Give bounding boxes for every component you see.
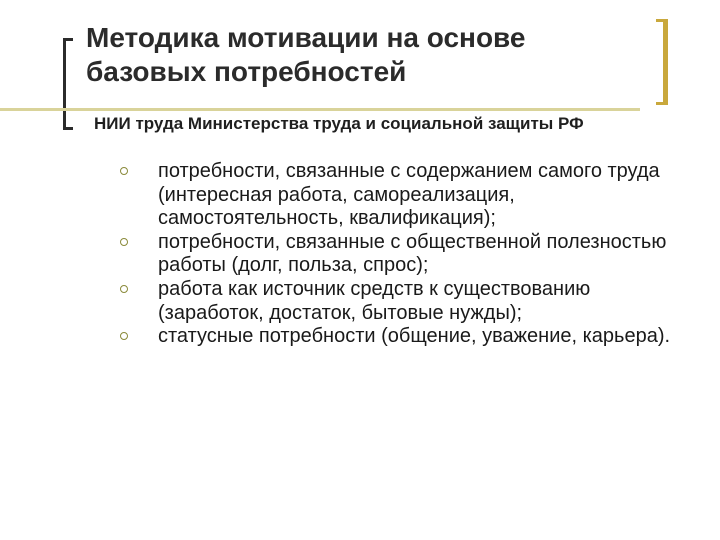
left-bracket-decoration [63, 38, 73, 130]
list-item [118, 160, 678, 231]
slide-title: Методика мотивации на основе базовых потребностей [86, 22, 526, 87]
list-item [118, 325, 678, 349]
needs-list [118, 160, 678, 349]
list-item-text: работа как источник средств к существованию (заработок, достаток, бытовые нужды); [158, 277, 591, 324]
list-item-text: потребности, связанные с содержанием самого труда (интересная работа, самореализация, самостоятельность, квалификация); [158, 160, 660, 230]
list-item [118, 231, 678, 278]
hollow-circle-icon [120, 332, 128, 340]
accent-line [0, 108, 640, 111]
slide-subtitle: НИИ труда Министерства труда и социальной защиты РФ [94, 114, 584, 133]
list-item-text: потребности, связанные с общественной полезностью работы (долг, польза, спрос); [158, 230, 667, 277]
hollow-circle-icon [120, 238, 128, 246]
hollow-circle-icon [120, 285, 128, 293]
right-bracket-decoration [656, 19, 668, 105]
list-item [118, 278, 678, 325]
hollow-circle-icon [120, 167, 128, 175]
list-item-text: статусные потребности (общение, уважение, карьера). [158, 325, 671, 348]
